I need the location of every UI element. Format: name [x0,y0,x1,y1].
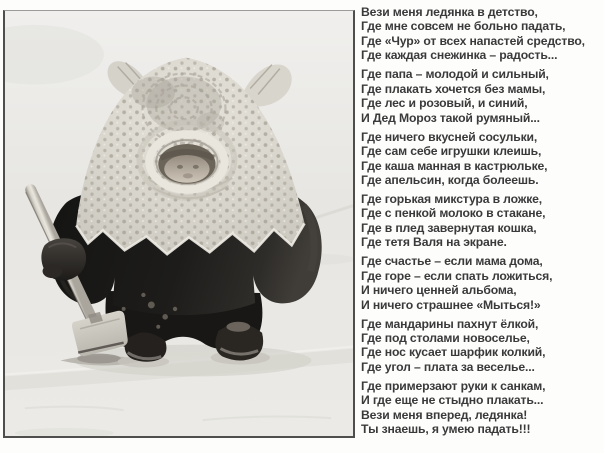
poem-line: Где «Чур» от всех напастей средство, [361,33,585,48]
child-in-snow-photo [5,11,353,436]
poem-line: Где с пенкой молоко в стакане, [361,206,546,221]
poem-line: Где ничего вкусней сосульки, [361,129,538,144]
poem-line: Вези меня вперед, ледянка! [361,407,528,422]
poem [361,5,603,441]
poem-line: Где горе – если спать ложиться, [361,268,553,283]
poem-line: Ты знаешь, я умею падать!!! [361,422,531,437]
poem-stanza [361,192,603,250]
poem-line: И Дед Мороз такой румяный... [361,110,540,125]
poem-line: Где в плед завернутая кошка, [361,220,537,235]
poem-stanza [361,379,603,437]
poem-line: Где тетя Валя на экране. [361,235,507,250]
poem-line: И ничего ценней альбома, [361,283,517,298]
poem-line: Где счастье – если мама дома, [361,254,543,269]
poem-stanza [361,5,603,63]
poem-stanza [361,130,603,188]
poem-line: И ничего страшнее «Мыться!» [361,297,541,312]
poem-stanza [361,317,603,375]
poem-line: Где примерзают руки к санкам, [361,378,546,393]
poem-line: Где нос кусает шарфик колкий, [361,345,546,360]
poem-line: Где папа – молодой и сильный, [361,67,549,82]
poem-line: Где плакать хочется без мамы, [361,81,546,96]
poem-line: Где каждая снежинка – радость... [361,48,558,63]
poem-stanza [361,254,603,312]
poem-line: Вези меня ледянка в детство, [361,5,538,19]
poem-line: Где горькая микстура в ложке, [361,191,543,206]
poem-line: Где сам себе игрушки клеишь, [361,144,542,159]
poem-line: Где лес и розовый, и синий, [361,96,528,111]
poem-line: Где под столами новоселье, [361,331,530,346]
poem-line: Где каша манная в кастрюльке, [361,158,548,173]
poem-line: И где еще не стыдно плакать... [361,393,544,408]
poem-line: Где мне совсем не больно падать, [361,19,566,34]
poem-line: Где апельсин, когда болеешь. [361,172,539,187]
photo-frame [3,10,355,438]
poem-line: Где мандарины пахнут ёлкой, [361,316,539,331]
poem-stanza [361,67,603,125]
poem-line: Где угол – плата за веселье... [361,359,535,374]
